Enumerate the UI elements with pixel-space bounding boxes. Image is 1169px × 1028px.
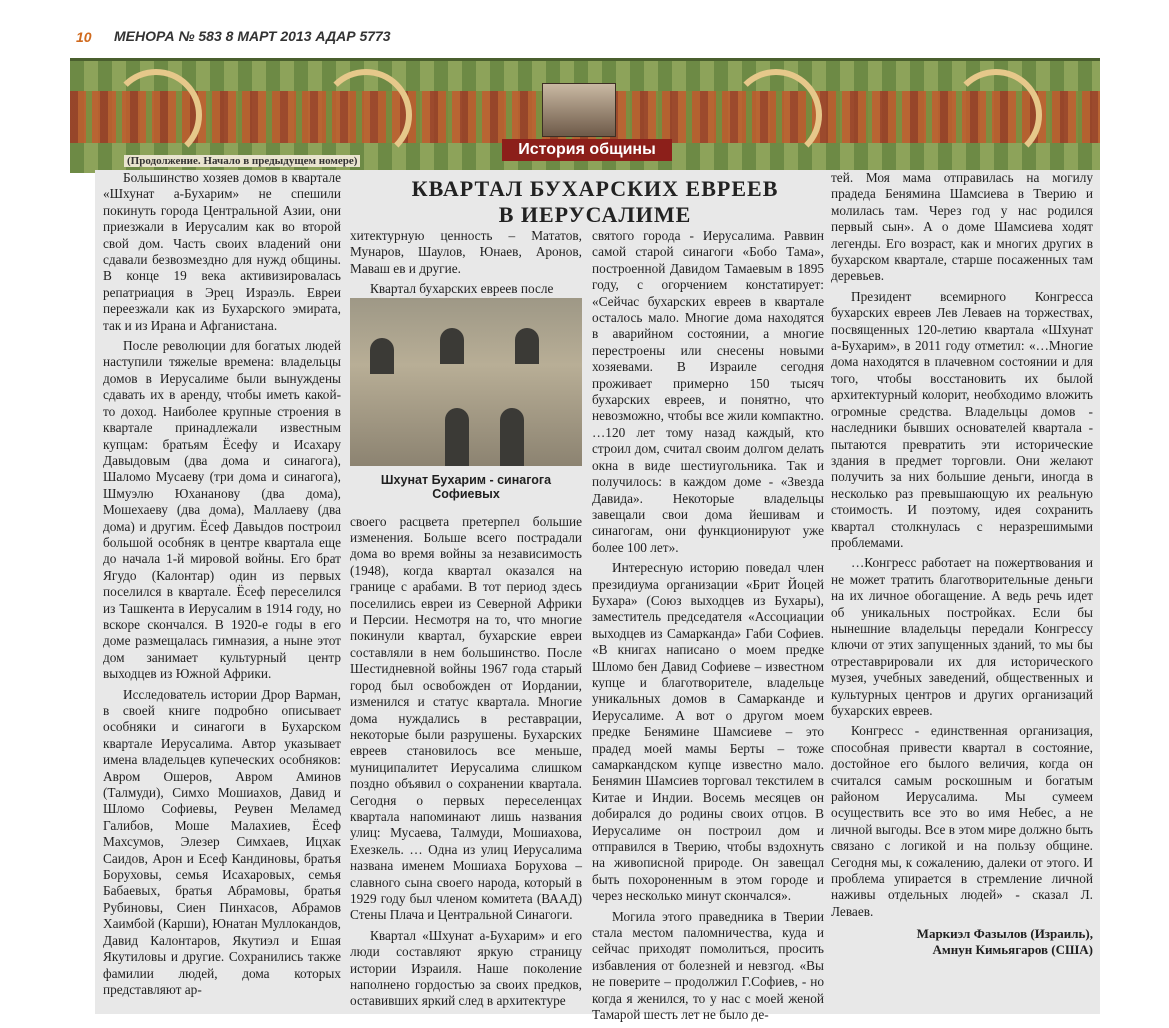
page-header [0,22,400,48]
ornament-curl-icon [320,69,412,161]
paragraph: После революции для богатых людей наступили тяжелые времена: владельцы домов в Иерусалиме были вынуждены сдавать их в аренду, чтобы иметь какой-то доход. Наиболее крупные строения в квартале принадлежали известным купцам: братьям Ёсефу и Исахару Давыдовым (два дома и синагога), Шаломо Мусаеву (три дома и синагога), Шмуэлю Юхананову (два дома), Мошехаеву (два дома), Маллаеву (два дома) и другим. Ёсеф Давыдов построил большой особняк в центре квартала еще до начала 1-й мировой войны. Его брат Ягудо (Калонтар) один из первых поселился в квартале. Ёсеф переселился из Ташкента в Иерусалим в 1914 году, но вскоре скончался. В 1920-е годы в его доме размещалась гимназия, а ныне этот дом занимает культурный центр выходцев из Южной Африки. [103,338,341,682]
article-title [395,176,795,228]
paragraph: Президент всемирного Конгресса бухарских евреев Лев Леваев на торжествах, посвященных 120-летию квартала «Шхунат а-Бухарим», в 2011 году отметил: «…Многие дома находятся в плачевном состоянии и для того, чтобы восстановить их былой архитектурный колорит, необходимо вложить огромные средства. Владельцы домов - наследники бывших основателей квартала - пытаются превратить эти исторические здания в предмет торговли. Они желают получить за них большие деньги, иногда в несколько раз превышающую их реальную стоимость. И поэтому, идея сохранить квартал столкнулась с неразрешимыми проблемами. [831,288,1093,550]
historic-photo [542,83,616,137]
ornament-curl-icon [730,69,822,161]
ornament-banner [70,58,1100,173]
author-signature [831,926,1093,958]
paragraph: тей. Моя мама отправилась на могилу прадеда Бенямина Шамсиева в Тверию и молилась там. Через год у нас родился первый сын». А о доме Шамсиева ходят легенды. Его возраст, как и многих других в бухарском квартале, старше посаженных там деревьев. [831,170,1093,284]
column-3 [592,228,824,1028]
photo-caption: Шхунат Бухарим - синагога Софиевых [380,473,552,501]
paragraph: своего расцвета претерпел большие изменения. Больше всего пострадали дома во время войны за независимость (1948), когда квартал оказался на границе с арабами. В тот период здесь поселились евреи из Северной Африки и Персии. Несмотря на то, что многие покинули квартал, бухарские евреи составляли в нем большинство. После Шестидневной войны 1967 года старый город был освобожден от Иордании, изменился и статус квартала. Многие дома нуждались в реставрации, некоторые были разрушены. Бухарских евреев становилось все меньше, муниципалитет Иерусалима слишком поздно объявил о сохранении квартала. Сегодня о первых переселенцах квартала напоминают лишь названия улиц: Мусаева, Талмуди, Мошиахова, Ехезкель. … Одна из улиц Иерусалима названа именем Мошиаха Борухова – славного сына своего народа, который в 1929 году был членом комитета (ВААД) Стены Плача и Центральной Синагоги. [350,513,582,923]
paragraph: Квартал бухарских евреев после [370,281,554,297]
ornament-curl-icon [110,69,202,161]
paragraph: Квартал «Шхунат а-Бухарим» и его люди составляют яркую страницу истории Израиля. Наше поколение наполнено гордостью за своих предков, оставивших яркий след в архитектуре [350,927,582,1009]
title-line: КВАРТАЛ БУХАРСКИХ ЕВРЕЕВ [411,176,779,201]
window-icon [370,338,394,374]
article-body [95,170,1100,1023]
author-name: Амнун Кимьягаров (США) [932,942,1093,958]
paragraph: Интересную историю поведал член президиума организации «Брит Йоцей Бухара» (Союз выходцев из Бухары), заместитель председателя «Ассоциации выходцев из Самарканда» Габи Софиев. «В книгах написано о моем предке Шломо бен Давид Софиеве – известном купце и благотворителе, владельце уникальных домов в Самарканде и Иерусалиме. А вот о другом моем предке Бенямине Шамсиеве – это прадед моей мамы Берты – тоже самаркандском купце известно мало. Бенямин Шамсиев торговал текстилем в Китае и Индии. Восемь месяцев он добирался до родины своих отцов. В Иерусалиме он построил дом и отправился в Тверию, чтобы вздохнуть на живописной природе. Он завещал быть похороненным в этом городе и через несколько минут скончался». [592,560,824,904]
synagogue-photo [350,298,582,466]
ornament-curl-icon [950,69,1042,161]
page-number: 10 [76,29,92,45]
paragraph: святого города - Иерусалима. Раввин самой старой синагоги «Бобо Тама», построенной Давидом Тамаевым в 1895 году, с огорчением констатирует: «Сейчас бухарских евреев в квартале осталось мало. Многие дома находятся в аварийном состоянии, а многие перестроены или снесены новыми хозяевами. В Израиле сегодня проживает примерно 150 тысяч бухарских евреев, и понятно, что невозможно, чтобы все жили компактно. …120 лет тому назад каждый, кто строил дом, считал своим долгом делать окна в виде шестиугольника. Так и получилось: в каждом доме - «Звезда Давида». Некоторые владельцы завещали свои дома йешивам и синагогам, они функционируют уже более 100 лет». [592,228,824,555]
paragraph: Большинство хозяев домов в квартале «Шхунат а-Бухарим» не спешили покинуть города Центральной Азии, они приезжали в Иерусалим как во второй свой дом. Часть своих владений они сдавали безвозмездно для нужд общины. В конце 19 века активизировалась репатриация в Эрец Израэль. Евреи переезжали как из Бухарского эмирата, так и из Ирана и Афганистана. [103,170,341,333]
paragraph: хитектурную ценность – Мататов, Мунаров, Шаулов, Юнаев, Аронов, Маваш ев и другие. [350,228,582,276]
paragraph: Конгресс - единственная организация, способная привести квартал в состояние, достойное его былого величия, когда он считался самым роскошным и богатым районом Иерусалима. Мы сумеем осуществить все это во имя Небес, а не личной выгоды. Все в этом мире должно быть связано с логикой и на пользу общине. Сегодня мы, к сожалению, далеки от этого. И проблема упирается в стремление личной наживы отдельных людей» - сказал Л. Леваев. [831,723,1093,919]
doorway-icon [445,408,469,466]
column-1 [103,170,341,1002]
author-name: Маркиэл Фазылов (Израиль), [916,926,1093,942]
paragraph: Могила этого праведника в Тверии стала местом паломничества, куда и сейчас приходят помолиться, просить избавления от болезней и невзгод. «Вы не поверите – продолжил Г.Софиев, - но когда я женился, то у нас с моей женой Тамарой шесть лет не было де- [592,908,824,1023]
section-label: История общины [502,139,672,161]
continuation-note: (Продолжение. Начало в предыдущем номере) [124,155,360,167]
window-icon [440,328,464,364]
column-4 [831,170,1093,958]
doorway-icon [500,408,524,466]
window-icon [515,328,539,364]
paragraph: …Конгресс работает на пожертвования и не может тратить благотворительные деньги на их личное обогащение. А ведь речь идет об уникальных постройках. Если бы нынешние владельцы передали Конгрессу ключи от этих запущенных зданий, то мы бы отреставрировали их для исторического музея, учебных заведений, общественных и культурных центров и других организаций бухарских евреев. [831,555,1093,718]
title-line: В ИЕРУСАЛИМЕ [498,202,692,227]
newspaper-issue: МЕНОРА № 583 8 МАРТ 2013 АДАР 5773 [114,28,391,44]
paragraph: Исследователь истории Дрор Варман, в своей книге подробно описывает особняки и синагоги в Бухарском квартале Иерусалима. Автор указывает имена владельцев купеческих особняков: Авром Ошеров, Авром Аминов (Талмуди), Симхо Мошиахов, Давид и Шломо Софиевы, Реувен Меламед Галибов, Моше Малахиев, Ёсеф Махсумов, Элезер Симхаев, Ицхак Саидов, Арон и Есеф Кандиновы, братья Боруховы, семья Исахаровых, семья Бабаевых, братья Абрамовы, братья Рубиновы, Сиен Пинхасов, Абрамов Хаимбой (Карши), Юнатан Муллокандов, Давид Калонтаров, Якутиэл и Ешая Якутиловы и другие. Сохранились также фамилии людей, дома которых представляют ар- [103,686,341,997]
